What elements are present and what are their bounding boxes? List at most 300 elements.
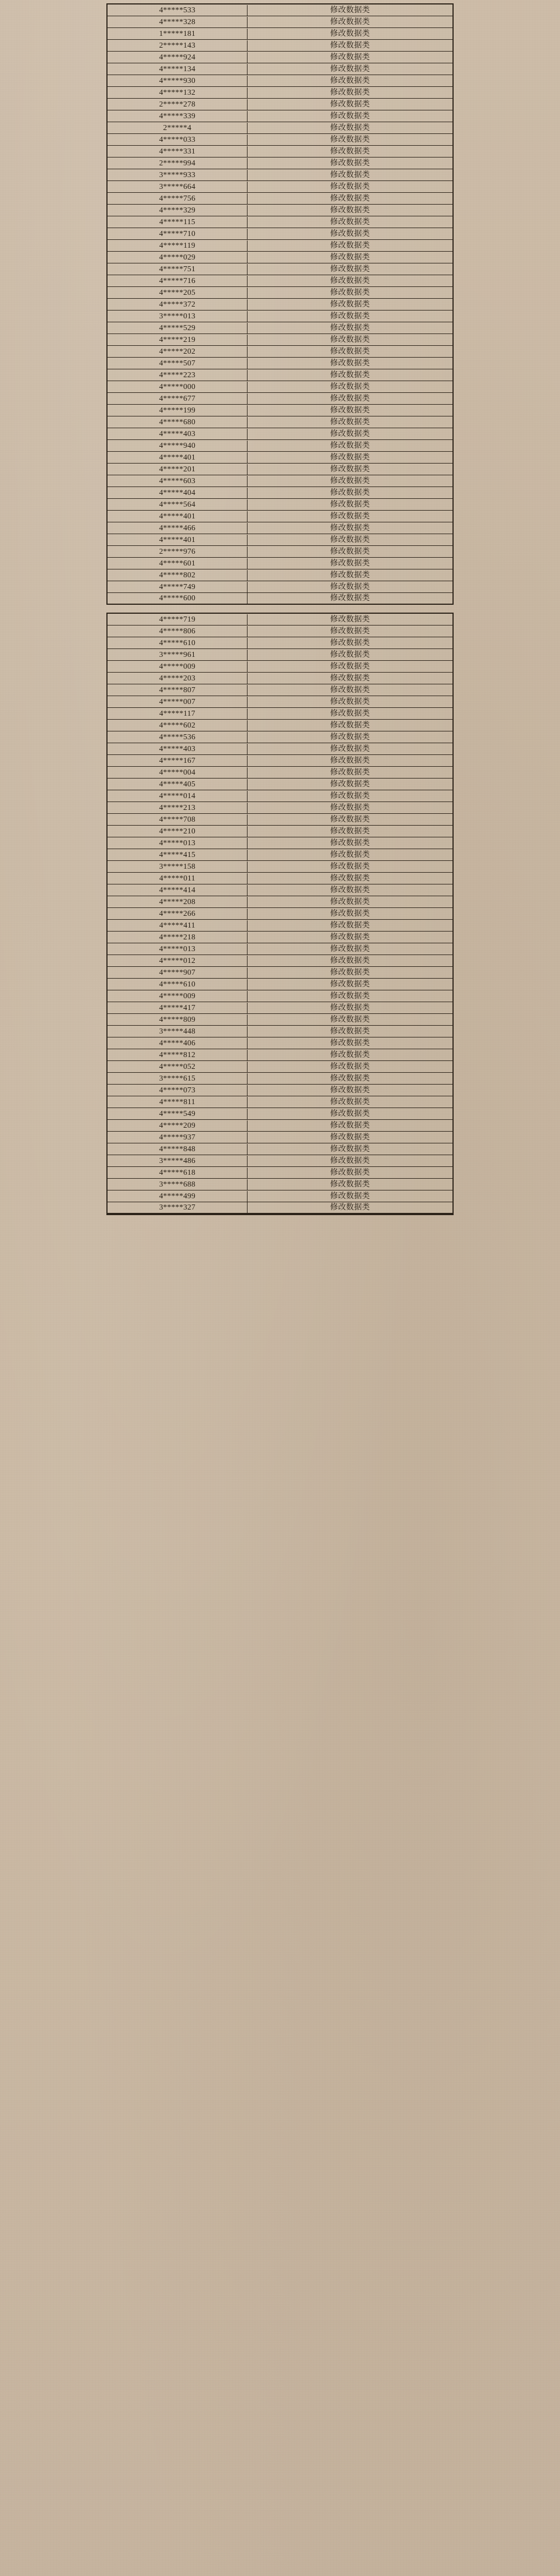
table-row — [108, 311, 452, 322]
table-row — [108, 1155, 452, 1167]
record-id-cell: 4*****405 — [108, 779, 248, 790]
record-id-cell: 4*****203 — [108, 673, 248, 684]
record-type-cell: 修改数据类 — [330, 627, 370, 636]
record-id-cell: 4*****529 — [108, 323, 248, 333]
record-id-cell: 3*****933 — [108, 170, 248, 180]
record-type-cell: 修改数据类 — [330, 453, 370, 462]
record-type-cell: 修改数据类 — [330, 123, 370, 132]
table-row — [108, 614, 452, 626]
table-row — [108, 252, 452, 263]
record-type-cell: 修改数据类 — [330, 744, 370, 753]
table-row — [108, 743, 452, 755]
record-type-cell: 修改数据类 — [330, 582, 370, 591]
record-type-cell: 修改数据类 — [330, 956, 370, 965]
record-id-cell: 4*****564 — [108, 499, 248, 510]
record-type-cell: 修改数据类 — [330, 1168, 370, 1177]
record-id-cell: 4*****210 — [108, 826, 248, 837]
record-id-cell: 4*****199 — [108, 405, 248, 416]
record-type-cell: 修改数据类 — [330, 1039, 370, 1048]
record-id-cell: 4*****208 — [108, 897, 248, 907]
record-type-cell: 修改数据类 — [330, 406, 370, 415]
record-id-cell: 4*****603 — [108, 476, 248, 487]
table-row — [108, 569, 452, 581]
record-type-cell: 修改数据类 — [330, 909, 370, 918]
record-id-cell: 4*****610 — [108, 979, 248, 990]
record-id-cell: 4*****132 — [108, 87, 248, 98]
record-type-cell: 修改数据类 — [330, 968, 370, 977]
table-row — [108, 275, 452, 287]
record-id-cell: 4*****134 — [108, 64, 248, 75]
table-row — [108, 75, 452, 87]
record-type-cell: 修改数据类 — [330, 1086, 370, 1095]
record-id-cell: 4*****033 — [108, 135, 248, 145]
table-row — [108, 731, 452, 743]
table-row — [108, 475, 452, 487]
table-row — [108, 593, 452, 605]
record-id-cell: 4*****708 — [108, 814, 248, 825]
record-id-cell: 3*****158 — [108, 861, 248, 872]
table-row — [108, 299, 452, 311]
record-type-cell: 修改数据类 — [330, 41, 370, 50]
record-id-cell: 4*****004 — [108, 767, 248, 778]
record-type-cell: 修改数据类 — [330, 323, 370, 332]
record-id-cell: 4*****328 — [108, 17, 248, 27]
record-id-cell: 4*****499 — [108, 1191, 248, 1202]
table-row — [108, 52, 452, 63]
table-row — [108, 802, 452, 814]
record-type-cell: 修改数据类 — [330, 827, 370, 836]
record-type-cell: 修改数据类 — [330, 992, 370, 1000]
record-type-cell: 修改数据类 — [330, 638, 370, 647]
table-row — [108, 181, 452, 193]
table-row — [108, 334, 452, 346]
record-id-cell: 4*****339 — [108, 111, 248, 122]
table-row — [108, 896, 452, 908]
record-id-cell: 4*****907 — [108, 967, 248, 978]
record-id-cell: 4*****415 — [108, 850, 248, 860]
record-type-cell: 修改数据类 — [330, 265, 370, 274]
record-id-cell: 4*****401 — [108, 452, 248, 463]
table-row — [108, 193, 452, 205]
record-type-cell: 修改数据类 — [330, 1027, 370, 1036]
record-type-cell: 修改数据类 — [330, 476, 370, 485]
record-type-cell: 修改数据类 — [330, 394, 370, 403]
table-row — [108, 1202, 452, 1214]
record-type-cell: 修改数据类 — [330, 100, 370, 109]
record-type-cell: 修改数据类 — [330, 535, 370, 544]
table-row — [108, 122, 452, 134]
record-type-cell: 修改数据类 — [330, 662, 370, 671]
record-id-cell: 2*****994 — [108, 158, 248, 169]
record-type-cell: 修改数据类 — [330, 768, 370, 777]
record-type-cell: 修改数据类 — [330, 559, 370, 568]
data-table — [106, 613, 454, 1215]
record-id-cell: 2*****976 — [108, 546, 248, 557]
table-row — [108, 1143, 452, 1155]
table-row — [108, 1002, 452, 1014]
record-id-cell: 4*****013 — [108, 944, 248, 955]
record-type-cell: 修改数据类 — [330, 615, 370, 624]
table-row — [108, 464, 452, 475]
record-id-cell: 4*****404 — [108, 488, 248, 498]
record-type-cell: 修改数据类 — [330, 29, 370, 38]
record-type-cell: 修改数据类 — [330, 1015, 370, 1024]
table-row — [108, 87, 452, 99]
table-row — [108, 322, 452, 334]
record-id-cell: 2*****143 — [108, 40, 248, 51]
record-type-cell: 修改数据类 — [330, 862, 370, 871]
record-type-cell: 修改数据类 — [330, 780, 370, 789]
record-type-cell: 修改数据类 — [330, 697, 370, 706]
table-row — [108, 499, 452, 511]
table-row — [108, 1061, 452, 1073]
table-row — [108, 649, 452, 661]
table-row — [108, 157, 452, 169]
record-id-cell: 4*****809 — [108, 1014, 248, 1025]
record-id-cell: 4*****414 — [108, 885, 248, 896]
record-id-cell: 4*****014 — [108, 791, 248, 801]
record-type-cell: 修改数据类 — [330, 217, 370, 226]
table-row — [108, 134, 452, 146]
record-type-cell: 修改数据类 — [330, 300, 370, 309]
table-row — [108, 626, 452, 637]
record-type-cell: 修改数据类 — [330, 1121, 370, 1130]
record-id-cell: 4*****223 — [108, 370, 248, 381]
record-id-cell: 4*****115 — [108, 217, 248, 228]
record-id-cell: 4*****029 — [108, 252, 248, 263]
table-row — [108, 1190, 452, 1202]
record-id-cell: 4*****167 — [108, 756, 248, 766]
record-id-cell: 4*****403 — [108, 744, 248, 754]
record-type-cell: 修改数据类 — [330, 650, 370, 659]
record-id-cell: 4*****205 — [108, 288, 248, 298]
table-row — [108, 558, 452, 569]
record-type-cell: 修改数据类 — [330, 850, 370, 859]
table-row — [108, 873, 452, 884]
record-type-cell: 修改数据类 — [330, 944, 370, 953]
record-id-cell: 4*****401 — [108, 535, 248, 545]
table-row — [108, 1085, 452, 1096]
table-row — [108, 369, 452, 381]
record-type-cell: 修改数据类 — [330, 312, 370, 321]
record-id-cell: 4*****218 — [108, 932, 248, 943]
record-id-cell: 3*****013 — [108, 311, 248, 322]
record-type-cell: 修改数据类 — [330, 547, 370, 556]
table-gap — [106, 605, 454, 613]
record-type-cell: 修改数据类 — [330, 1203, 370, 1212]
record-id-cell: 4*****680 — [108, 417, 248, 428]
table-row — [108, 169, 452, 181]
record-id-cell: 3*****615 — [108, 1073, 248, 1084]
record-type-cell: 修改数据类 — [330, 709, 370, 718]
table-row — [108, 720, 452, 731]
record-id-cell: 4*****536 — [108, 732, 248, 743]
record-type-cell: 修改数据类 — [330, 721, 370, 730]
table-row — [108, 452, 452, 464]
table-row — [108, 790, 452, 802]
record-id-cell: 4*****610 — [108, 638, 248, 648]
table-row — [108, 884, 452, 896]
table-row — [108, 405, 452, 416]
table-row — [108, 1132, 452, 1143]
table-row — [108, 393, 452, 405]
record-type-cell: 修改数据类 — [330, 886, 370, 895]
record-type-cell: 修改数据类 — [330, 756, 370, 765]
table-row — [108, 511, 452, 522]
record-id-cell: 4*****009 — [108, 661, 248, 672]
record-id-cell: 4*****009 — [108, 991, 248, 1002]
record-type-cell: 修改数据类 — [330, 791, 370, 800]
record-type-cell: 修改数据类 — [330, 815, 370, 824]
record-type-cell: 修改数据类 — [330, 276, 370, 285]
table-row — [108, 684, 452, 696]
record-id-cell: 4*****266 — [108, 909, 248, 919]
record-type-cell: 修改数据类 — [330, 170, 370, 179]
table-row — [108, 920, 452, 932]
record-id-cell: 4*****372 — [108, 299, 248, 310]
table-row — [108, 99, 452, 110]
table-row — [108, 979, 452, 990]
record-type-cell: 修改数据类 — [330, 465, 370, 474]
table-row — [108, 416, 452, 428]
record-id-cell: 4*****618 — [108, 1167, 248, 1178]
record-type-cell: 修改数据类 — [330, 135, 370, 144]
record-id-cell: 4*****751 — [108, 264, 248, 275]
record-id-cell: 4*****716 — [108, 276, 248, 286]
record-type-cell: 修改数据类 — [330, 53, 370, 62]
record-id-cell: 4*****802 — [108, 570, 248, 581]
record-id-cell: 4*****202 — [108, 346, 248, 357]
record-id-cell: 4*****007 — [108, 697, 248, 707]
record-type-cell: 修改数据类 — [330, 1192, 370, 1201]
table-row — [108, 943, 452, 955]
record-type-cell: 修改数据类 — [330, 488, 370, 497]
table-row — [108, 428, 452, 440]
record-type-cell: 修改数据类 — [330, 1133, 370, 1142]
record-id-cell: 4*****507 — [108, 358, 248, 369]
table-row — [108, 955, 452, 967]
table-row — [108, 1096, 452, 1108]
table-row — [108, 708, 452, 720]
record-id-cell: 3*****664 — [108, 182, 248, 192]
record-type-cell: 修改数据类 — [330, 370, 370, 379]
record-type-cell: 修改数据类 — [330, 159, 370, 168]
record-type-cell: 修改数据类 — [330, 500, 370, 509]
record-id-cell: 3*****961 — [108, 650, 248, 660]
record-id-cell: 4*****710 — [108, 229, 248, 239]
record-type-cell: 修改数据类 — [330, 253, 370, 262]
table-row — [108, 932, 452, 943]
table-row — [108, 4, 452, 16]
record-type-cell: 修改数据类 — [330, 288, 370, 297]
table-row — [108, 358, 452, 369]
table-row — [108, 967, 452, 979]
table-row — [108, 1049, 452, 1061]
record-id-cell: 4*****811 — [108, 1097, 248, 1108]
record-type-cell: 修改数据类 — [330, 76, 370, 85]
table-row — [108, 1108, 452, 1120]
record-id-cell: 4*****331 — [108, 146, 248, 157]
record-id-cell: 4*****924 — [108, 52, 248, 63]
record-id-cell: 4*****012 — [108, 956, 248, 966]
record-type-cell: 修改数据类 — [330, 874, 370, 883]
table-row — [108, 1167, 452, 1179]
record-id-cell: 1*****181 — [108, 29, 248, 39]
record-id-cell: 4*****401 — [108, 511, 248, 522]
record-type-cell: 修改数据类 — [330, 512, 370, 521]
record-id-cell: 4*****756 — [108, 193, 248, 204]
table-row — [108, 661, 452, 673]
table-row — [108, 1179, 452, 1190]
record-type-cell: 修改数据类 — [330, 335, 370, 344]
record-id-cell: 4*****011 — [108, 873, 248, 884]
record-type-cell: 修改数据类 — [330, 6, 370, 15]
record-type-cell: 修改数据类 — [330, 347, 370, 356]
record-type-cell: 修改数据类 — [330, 571, 370, 580]
record-type-cell: 修改数据类 — [330, 674, 370, 683]
table-row — [108, 1037, 452, 1049]
table-row — [108, 522, 452, 534]
table-row — [108, 837, 452, 849]
record-id-cell: 4*****533 — [108, 5, 248, 16]
table-row — [108, 849, 452, 861]
record-id-cell: 4*****807 — [108, 685, 248, 696]
table-row — [108, 40, 452, 52]
record-id-cell: 4*****073 — [108, 1085, 248, 1096]
record-type-cell: 修改数据类 — [330, 523, 370, 532]
record-type-cell: 修改数据类 — [330, 429, 370, 438]
record-id-cell: 4*****812 — [108, 1050, 248, 1060]
table-row — [108, 263, 452, 275]
record-id-cell: 4*****937 — [108, 1132, 248, 1143]
record-type-cell: 修改数据类 — [330, 17, 370, 26]
table-row — [108, 1026, 452, 1037]
record-id-cell: 4*****677 — [108, 393, 248, 404]
record-type-cell: 修改数据类 — [330, 838, 370, 847]
record-type-cell: 修改数据类 — [330, 241, 370, 250]
record-type-cell: 修改数据类 — [330, 897, 370, 906]
table-row — [108, 1120, 452, 1132]
record-type-cell: 修改数据类 — [330, 1003, 370, 1012]
record-id-cell: 4*****411 — [108, 920, 248, 931]
record-id-cell: 4*****719 — [108, 614, 248, 625]
record-id-cell: 4*****329 — [108, 205, 248, 216]
record-id-cell: 3*****448 — [108, 1026, 248, 1037]
record-type-cell: 修改数据类 — [330, 685, 370, 694]
record-type-cell: 修改数据类 — [330, 1109, 370, 1118]
record-type-cell: 修改数据类 — [330, 418, 370, 427]
record-type-cell: 修改数据类 — [330, 1180, 370, 1189]
record-id-cell: 4*****013 — [108, 838, 248, 849]
record-id-cell: 4*****213 — [108, 803, 248, 813]
table-row — [108, 16, 452, 28]
record-type-cell: 修改数据类 — [330, 147, 370, 156]
table-row — [108, 546, 452, 558]
table-row — [108, 381, 452, 393]
table-row — [108, 240, 452, 252]
table-row — [108, 779, 452, 790]
record-type-cell: 修改数据类 — [330, 441, 370, 450]
table-row — [108, 767, 452, 779]
table-row — [108, 1014, 452, 1026]
record-type-cell: 修改数据类 — [330, 229, 370, 238]
record-id-cell: 4*****602 — [108, 720, 248, 731]
record-id-cell: 4*****119 — [108, 240, 248, 251]
record-type-cell: 修改数据类 — [330, 182, 370, 191]
record-id-cell: 4*****219 — [108, 335, 248, 345]
table-row — [108, 908, 452, 920]
record-type-cell: 修改数据类 — [330, 733, 370, 742]
record-type-cell: 修改数据类 — [330, 594, 370, 603]
table-row — [108, 487, 452, 499]
record-id-cell: 4*****601 — [108, 558, 248, 569]
record-id-cell: 4*****549 — [108, 1109, 248, 1119]
table-row — [108, 826, 452, 837]
record-type-cell: 修改数据类 — [330, 64, 370, 73]
table-row — [108, 581, 452, 593]
record-type-cell: 修改数据类 — [330, 921, 370, 930]
record-type-cell: 修改数据类 — [330, 194, 370, 203]
table-row — [108, 63, 452, 75]
record-type-cell: 修改数据类 — [330, 980, 370, 989]
record-id-cell: 4*****930 — [108, 76, 248, 86]
record-id-cell: 4*****940 — [108, 441, 248, 451]
table-row — [108, 814, 452, 826]
table-row — [108, 216, 452, 228]
record-id-cell: 4*****749 — [108, 582, 248, 592]
record-id-cell: 3*****688 — [108, 1179, 248, 1190]
table-row — [108, 228, 452, 240]
record-type-cell: 修改数据类 — [330, 1050, 370, 1059]
table-row — [108, 205, 452, 216]
record-type-cell: 修改数据类 — [330, 1156, 370, 1165]
record-id-cell: 4*****466 — [108, 523, 248, 534]
table-row — [108, 146, 452, 157]
record-type-cell: 修改数据类 — [330, 933, 370, 942]
table-row — [108, 287, 452, 299]
record-id-cell: 4*****201 — [108, 464, 248, 475]
record-type-cell: 修改数据类 — [330, 112, 370, 121]
record-id-cell: 3*****327 — [108, 1202, 248, 1213]
table-row — [108, 28, 452, 40]
record-id-cell: 4*****209 — [108, 1120, 248, 1131]
record-id-cell: 4*****000 — [108, 382, 248, 392]
tables-container — [0, 3, 560, 1215]
table-row — [108, 673, 452, 684]
record-id-cell: 4*****406 — [108, 1038, 248, 1049]
record-id-cell: 3*****486 — [108, 1156, 248, 1166]
table-row — [108, 346, 452, 358]
table-row — [108, 110, 452, 122]
record-type-cell: 修改数据类 — [330, 88, 370, 97]
record-id-cell: 4*****806 — [108, 626, 248, 637]
table-row — [108, 637, 452, 649]
table-row — [108, 696, 452, 708]
record-id-cell: 4*****403 — [108, 429, 248, 439]
table-row — [108, 534, 452, 546]
record-id-cell: 4*****417 — [108, 1003, 248, 1013]
record-type-cell: 修改数据类 — [330, 382, 370, 391]
record-type-cell: 修改数据类 — [330, 359, 370, 368]
record-id-cell: 2*****4 — [108, 123, 248, 133]
record-id-cell: 4*****052 — [108, 1062, 248, 1072]
record-type-cell: 修改数据类 — [330, 803, 370, 812]
table-row — [108, 440, 452, 452]
record-id-cell: 4*****117 — [108, 708, 248, 719]
table-row — [108, 990, 452, 1002]
table-row — [108, 861, 452, 873]
table-row — [108, 755, 452, 767]
